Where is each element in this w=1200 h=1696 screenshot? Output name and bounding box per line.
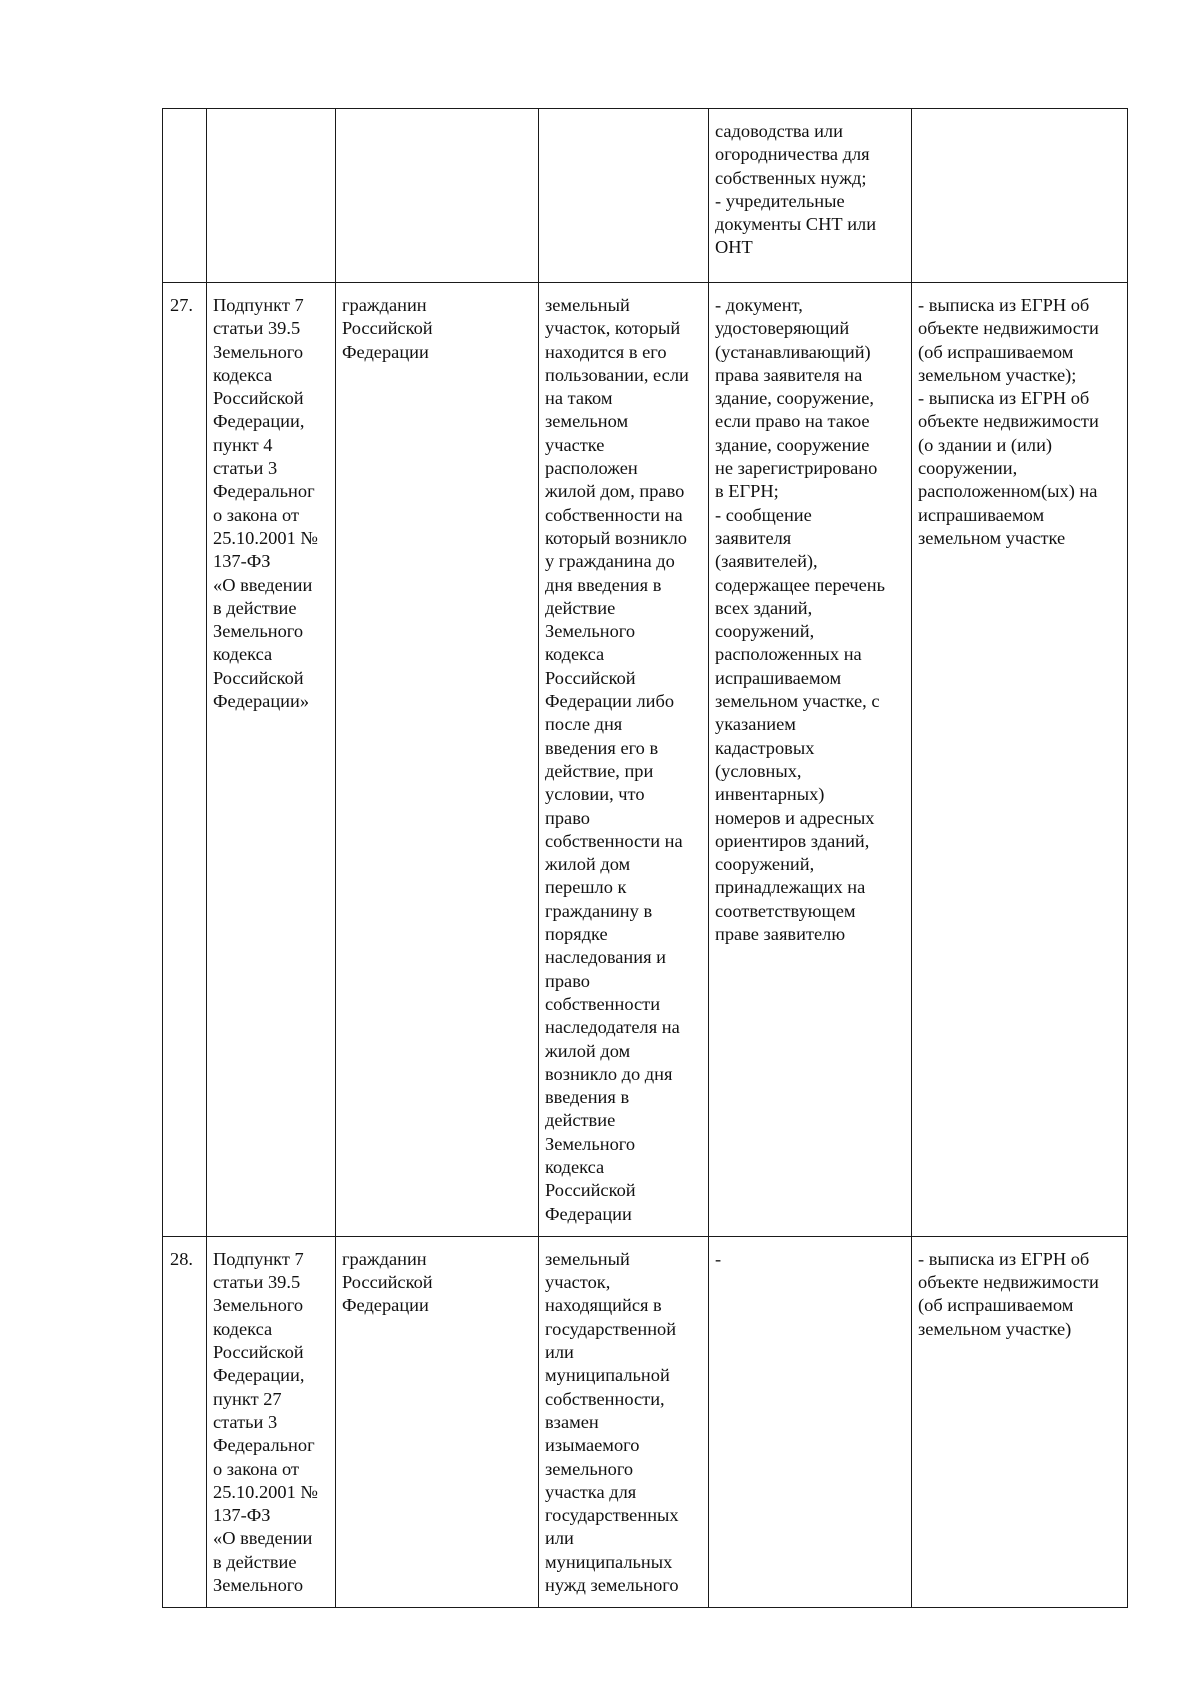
applicant-documents-cell: - (709, 1236, 912, 1607)
applicant-documents-cell: садоводства или огородничества для собственных нужд; - учредительные документы СНТ или ОНТ (709, 109, 912, 283)
requested-documents-cell (912, 109, 1128, 283)
legal-basis-cell (207, 109, 336, 283)
legal-basis-cell: Подпункт 7 статьи 39.5 Земельного кодекса Российской Федерации, пункт 27 статьи 3 Федеральног о закона от 25.10.2001 № 137-ФЗ «О введении в действие Земельного (207, 1236, 336, 1607)
row-number-cell: 28. (163, 1236, 207, 1607)
table-row-27 (163, 283, 1128, 1237)
applicant-cell (336, 109, 539, 283)
requested-documents-cell: - выписка из ЕГРН об объекте недвижимости (об испрашиваемом земельном участке) (912, 1236, 1128, 1607)
land-provision-table (162, 108, 1128, 1608)
land-plot-cell: земельный участок, находящийся в государственной или муниципальной собственности, взамен изымаемого земельного участка для государственных или муниципальных нужд земельного (539, 1236, 709, 1607)
applicant-documents-cell: - документ, удостоверяющий (устанавливающий) права заявителя на здание, сооружение, если право на такое здание, сооружение не зарегистрировано в ЕГРН; - сообщение заявителя (заявителей), содержащее перечень всех зданий, сооружений, расположенных на испрашиваемом земельном участке, с указанием кадастровых (условных, инвентарных) номеров и адресных ориентиров зданий, сооружений, принадлежащих на соответствующем праве заявителю (709, 283, 912, 1237)
requested-documents-cell: - выписка из ЕГРН об объекте недвижимости (об испрашиваемом земельном участке); - выписка из ЕГРН об объекте недвижимости (о здании и (или) сооружении, расположенном(ых) на испрашиваемом земельном участке (912, 283, 1128, 1237)
table-row-28 (163, 1236, 1128, 1607)
land-plot-cell (539, 109, 709, 283)
row-number-cell (163, 109, 207, 283)
applicant-cell: гражданин Российской Федерации (336, 283, 539, 1237)
table-row-continued (163, 109, 1128, 283)
row-number-cell: 27. (163, 283, 207, 1237)
applicant-cell: гражданин Российской Федерации (336, 1236, 539, 1607)
legal-basis-cell: Подпункт 7 статьи 39.5 Земельного кодекса Российской Федерации, пункт 4 статьи 3 Федеральног о закона от 25.10.2001 № 137-ФЗ «О введении в действие Земельного кодекса Российской Федерации» (207, 283, 336, 1237)
land-plot-cell: земельный участок, который находится в его пользовании, если на таком земельном участке расположен жилой дом, право собственности на который возникло у гражданина до дня введения в действие Земельного кодекса Российской Федерации либо после дня введения его в действие, при условии, что право собственности на жилой дом перешло к гражданину в порядке наследования и право собственности наследодателя на жилой дом возникло до дня введения в действие Земельного кодекса Российской Федерации (539, 283, 709, 1237)
